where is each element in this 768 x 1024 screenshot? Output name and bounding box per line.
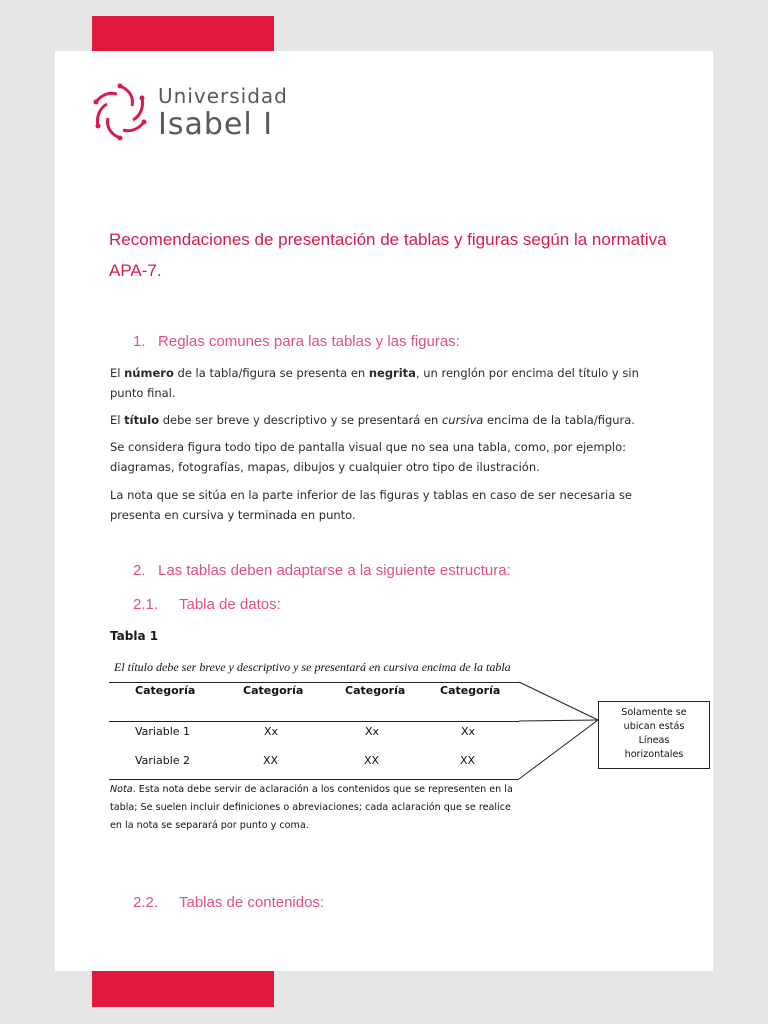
p1-bold-negrita: negrita — [368, 366, 416, 380]
section-1-number: 1. — [133, 333, 146, 350]
p1-bold-numero: número — [124, 366, 174, 380]
table-cell: Xx — [461, 725, 476, 738]
table-cell: XX — [364, 754, 380, 767]
callout-line: Solamente se — [621, 707, 687, 718]
document-title: Recomendaciones de presentación de tablas y figuras según la normativa APA-7. — [109, 230, 667, 280]
table-cell: Xx — [365, 725, 380, 738]
p2-bold-titulo: título — [124, 413, 160, 427]
p2-text-a: El — [110, 413, 125, 427]
logo-line-2: Isabel I — [158, 107, 274, 142]
paragraph-figura: Se considera figura todo tipo de pantalla visual que no sea una tabla, como, por ejemplo: diagramas, fotografías, mapas, dibujos y cualquier otro tipo de ilustración. — [110, 440, 626, 474]
table-header-cell: Categoría — [440, 684, 501, 697]
table-header-cell: Categoría — [135, 684, 196, 697]
section-1-title: Reglas comunes para las tablas y las figuras: — [158, 333, 460, 350]
logo-line-1: Universidad — [158, 84, 288, 108]
section-2-title: Las tablas deben adaptarse a la siguiente estructura: — [158, 562, 511, 579]
paragraph-nota: La nota que se sitúa en la parte inferior de las figuras y tablas en caso de ser necesaria se presenta en cursiva y terminada en punto. — [110, 488, 632, 522]
p2-italic-cursiva: cursiva — [441, 413, 484, 427]
p1-text-c: , un renglón por encima del título y sin punto final. — [110, 366, 639, 400]
table-cell: XX — [263, 754, 279, 767]
p1-text-b: de la tabla/figura se presenta en — [173, 366, 369, 380]
subsection-2-2-title: Tablas de contenidos: — [179, 894, 325, 911]
table-header-cell: Categoría — [243, 684, 304, 697]
table-header-cell: Categoría — [345, 684, 406, 697]
table-cell: XX — [460, 754, 476, 767]
p1-text-a: El — [110, 366, 125, 380]
callout-line: Líneas — [638, 735, 670, 746]
table-note-text: . Esta nota debe servir de aclaración a los contenidos que se representen en la tabla; Se suelen incluir definiciones o abreviaciones; cada aclaración que se realice en la nota se separará por punto y coma. — [110, 784, 513, 831]
subsection-2-1-title: Tabla de datos: — [179, 596, 281, 613]
callout-line: horizontales — [624, 749, 684, 760]
table-note-label: Nota — [110, 784, 133, 795]
callout-line: ubican estás — [623, 721, 685, 732]
callout-box — [598, 701, 710, 769]
p2-text-c: encima de la tabla/figura. — [483, 413, 635, 427]
subsection-2-1-number: 2.1. — [133, 596, 159, 613]
subsection-2-2-heading — [133, 894, 324, 911]
p2-text-b: debe ser breve y descriptivo y se presentará en — [159, 413, 442, 427]
table-label: Tabla 1 — [110, 629, 159, 643]
table-cell: Xx — [264, 725, 279, 738]
subsection-2-2-number: 2.2. — [133, 894, 159, 911]
table-row-label: Variable 1 — [135, 725, 191, 738]
table-caption: El título debe ser breve y descriptivo y se presentará en cursiva encima de la tabla — [114, 660, 511, 674]
table-row-label: Variable 2 — [135, 754, 191, 767]
section-2-number: 2. — [133, 562, 146, 579]
